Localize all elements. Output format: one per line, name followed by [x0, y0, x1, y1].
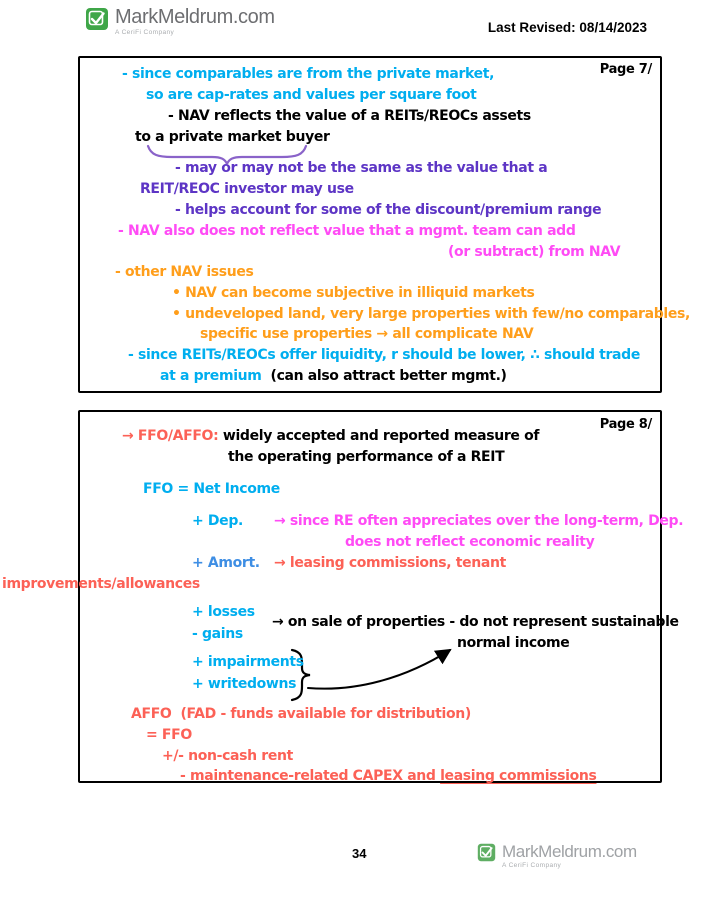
box2-line-3 — [143, 481, 280, 497]
note-text-segment: - since comparables are from the private market, — [122, 66, 495, 82]
note-text-segment: improvements/allowances — [2, 576, 200, 592]
box2-line-19 — [180, 768, 596, 784]
box2-line-12 — [272, 614, 679, 630]
box2-line-5 — [274, 513, 683, 529]
box1-line-4 — [135, 129, 330, 145]
box2-line-8 — [274, 555, 506, 571]
note-text-segment: leasing commissions — [440, 768, 597, 784]
note-text-segment: + impairments — [192, 654, 304, 670]
note-text-segment: • undeveloped land, very large properties with few/no comparables, — [172, 306, 690, 322]
box2-line-16 — [131, 706, 471, 722]
note-text-segment: specific use properties → all complicate NAV — [200, 326, 534, 342]
page8-label: Page 8/ — [599, 417, 652, 432]
box1-line-6 — [140, 181, 354, 197]
note-text-segment: - NAV reflects the value of a REITs/REOCs assets — [168, 108, 531, 124]
note-text-segment: + Dep. — [192, 513, 243, 529]
box1-line-7 — [175, 202, 601, 218]
box1-line-3 — [168, 108, 531, 124]
brand-logo — [85, 7, 275, 36]
page7-label: Page 7/ — [599, 62, 652, 77]
box2-line-4 — [192, 513, 243, 529]
box2-line-6 — [345, 534, 594, 550]
check-logo-icon — [85, 7, 109, 31]
box1-line-14 — [128, 347, 640, 363]
box1-line-10 — [115, 264, 254, 280]
note-text-segment: normal income — [457, 635, 570, 651]
box1-line-15 — [160, 368, 507, 384]
note-text-segment: to a private market buyer — [135, 129, 330, 145]
box2-line-7 — [192, 555, 260, 571]
note-text-segment: + losses — [192, 604, 255, 620]
box2-line-9 — [2, 576, 200, 592]
box2-line-10 — [192, 604, 255, 620]
box2-line-2 — [228, 449, 504, 465]
box2-line-17 — [146, 727, 192, 743]
note-text-segment: + writedowns — [192, 676, 297, 692]
brand-name: MarkMeldrum.com — [115, 6, 275, 28]
last-revised-label: Last Revised: 08/14/2023 — [487, 20, 647, 35]
box1-line-2 — [146, 87, 477, 103]
note-text-segment: REIT/REOC investor may use — [140, 181, 354, 197]
note-text-segment: - since REITs/REOCs offer liquidity, r should be lower, ∴ should trade — [128, 347, 640, 363]
box2-line-13 — [457, 635, 569, 651]
note-text-segment: the operating performance of a REIT — [228, 449, 505, 465]
note-text-segment: (can also attract better mgmt.) — [270, 368, 507, 384]
box2-line-15 — [192, 676, 296, 692]
note-text-segment: → FFO/AFFO: — [122, 428, 223, 444]
note-text-segment: - maintenance-related CAPEX and — [180, 768, 441, 784]
brand-tagline: A CeriFi Company — [115, 29, 175, 36]
normal-income-pointer-arrow — [306, 636, 458, 694]
note-text-segment: → since RE often appreciates over the long-term, Dep. — [274, 513, 684, 529]
note-text-segment: + Amort. — [192, 555, 260, 571]
box1-line-11 — [172, 285, 534, 301]
box1-line-13 — [200, 326, 533, 342]
box1-line-1 — [122, 66, 494, 82]
note-text-segment: (or subtract) from NAV — [448, 244, 621, 260]
check-logo-icon — [477, 843, 496, 862]
note-text-segment: does not reflect economic reality — [345, 534, 595, 550]
note-text-segment: - NAV also does not reflect value that a mgmt. team can add — [118, 223, 576, 239]
note-text-segment: - other NAV issues — [115, 264, 254, 280]
footer-page-number: 34 — [352, 846, 367, 861]
note-text-segment: → on sale of properties - do not represent sustainable — [272, 614, 679, 630]
box2-line-1 — [122, 428, 539, 444]
box2-line-11 — [192, 626, 243, 642]
note-text-segment: +/- non-cash rent — [162, 748, 293, 764]
box2-line-14 — [192, 654, 304, 670]
box1-line-9 — [448, 244, 620, 260]
note-text-segment: so are cap-rates and values per square foot — [146, 87, 477, 103]
note-text-segment: - may or may not be the same as the value that a — [175, 160, 548, 176]
brand-name: MarkMeldrum.com — [502, 842, 637, 861]
note-text-segment: - helps account for some of the discount/premium range — [175, 202, 602, 218]
brand-tagline: A CeriFi Company — [502, 862, 562, 869]
note-text-segment: at a premium — [160, 368, 271, 384]
box2-line-18 — [162, 748, 293, 764]
footer-brand-logo — [477, 843, 637, 869]
box1-line-5 — [175, 160, 547, 176]
note-text-segment: widely accepted and reported measure of — [222, 428, 540, 444]
box1-line-8 — [118, 223, 576, 239]
note-text-segment: = FFO — [146, 727, 192, 743]
note-text-segment: • NAV can become subjective in illiquid markets — [172, 285, 535, 301]
note-text-segment: FFO = Net Income — [143, 481, 280, 497]
note-text-segment: → leasing commissions, tenant — [274, 555, 506, 571]
note-text-segment: AFFO (FAD - funds available for distribution) — [131, 706, 471, 722]
box1-line-12 — [172, 306, 690, 322]
note-text-segment: - gains — [192, 626, 243, 642]
